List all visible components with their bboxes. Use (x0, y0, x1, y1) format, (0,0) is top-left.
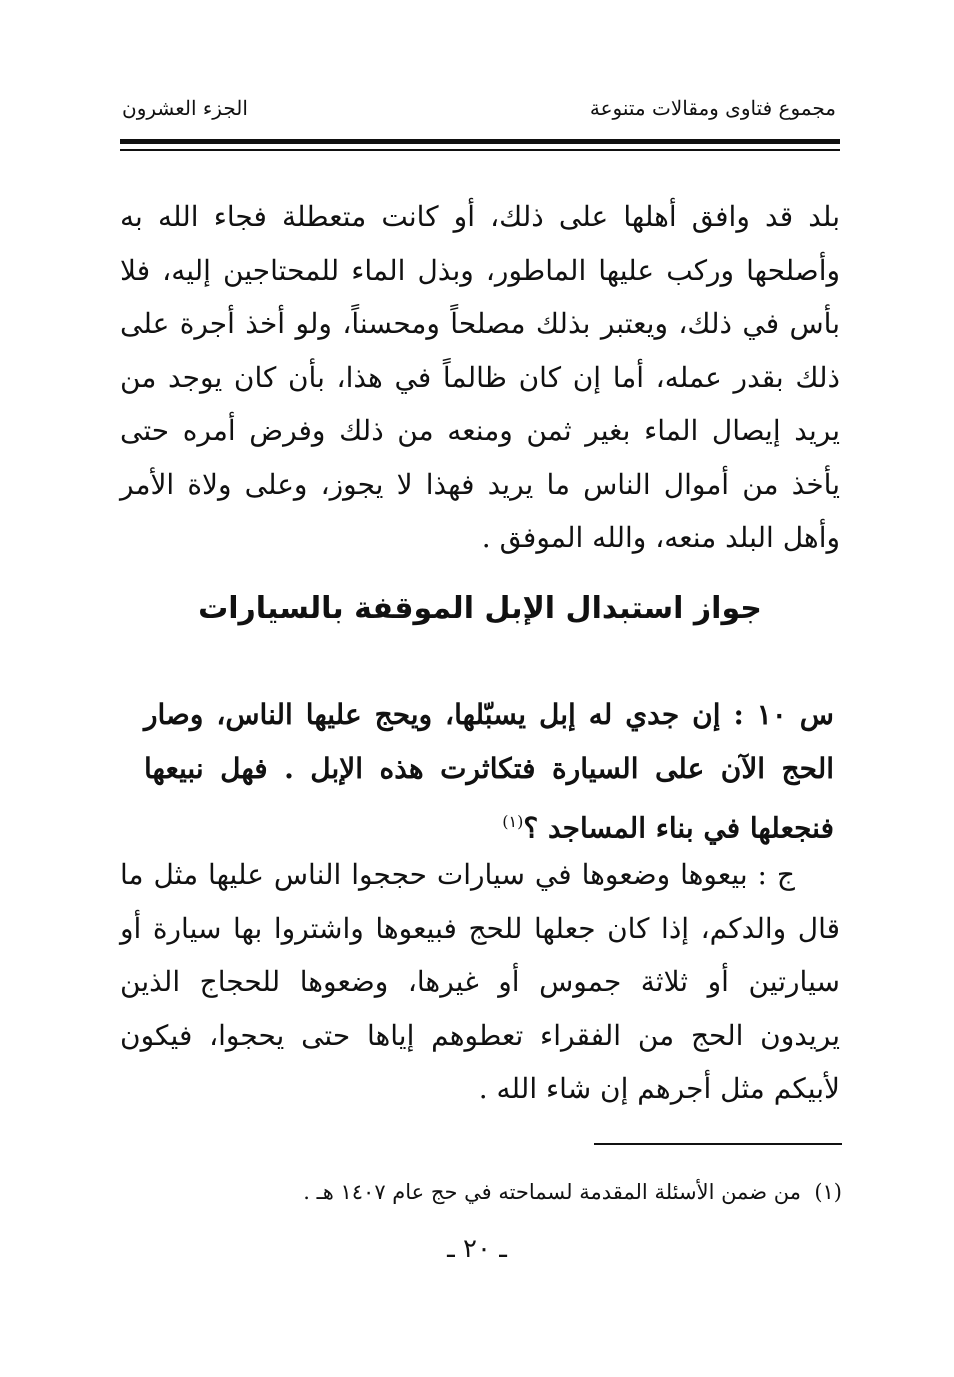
footnote (303, 1180, 842, 1204)
answer-paragraph: ج : بيعوها وضعوها في سيارات حججوا الناس عليها مثل ما قال والدكم، إذا كان جعلها للحج فبيعوها واشتروا بها سيارة أو سيارتين أو ثلاثة جموس أو غيرها، وضعوها للحجاج الذين يريدون الحج من الفقراء تعطوهم إياها حتى يحجوا، فيكون لأبيكم مثل أجرهم إن شاء الله . (120, 858, 840, 1105)
question-text: س ١٠ : إن جدي له إبل يسبّلها، ويحج عليها الناس، وصار الحج الآن على السيارة فتكاثرت هذه الإبل . فهل نبيعها فنجعلها في بناء المساجد ؟ (144, 698, 834, 845)
header-rule-thin (120, 149, 840, 151)
footnote-text: من ضمن الأسئلة المقدمة لسماحته في حج عام ١٤٠٧ هـ . (303, 1180, 801, 1204)
question-paragraph (144, 688, 834, 855)
body-paragraph-1: بلد قد وافق أهلها على ذلك، أو كانت متعطلة فجاء الله به وأصلحها وركب عليها الماطور، وبذل الماء للمحتاجين إليه، فلا بأس في ذلك، ويعتبر بذلك مصلحاً ومحسناً، ولو أخذ أجرة على ذلك بقدر عمله، أما إن كان ظالماً في هذا، بأن كان يوجد من يريد إيصال الماء بغير ثمن ومنعه من ذلك وفرض أمره حتى يأخذ من أموال الناس ما يريد فهذا لا يجوز، وعلى ولاة الأمر وأهل البلد منعه، والله الموفق . (120, 200, 840, 554)
page-number: ـ ٢٠ ـ (447, 1234, 507, 1264)
running-header-book-title: مجموع فتاوى ومقالات متنوعة (589, 96, 836, 120)
running-header-volume: الجزء العشرون (122, 96, 248, 120)
section-heading: جواز استبدال الإبل الموقفة بالسيارات (198, 591, 762, 626)
footnote-marker: (١) (814, 1180, 842, 1204)
footnote-rule (594, 1143, 842, 1145)
header-rule-thick (120, 139, 840, 144)
question-footnote-ref: (١) (502, 812, 524, 831)
